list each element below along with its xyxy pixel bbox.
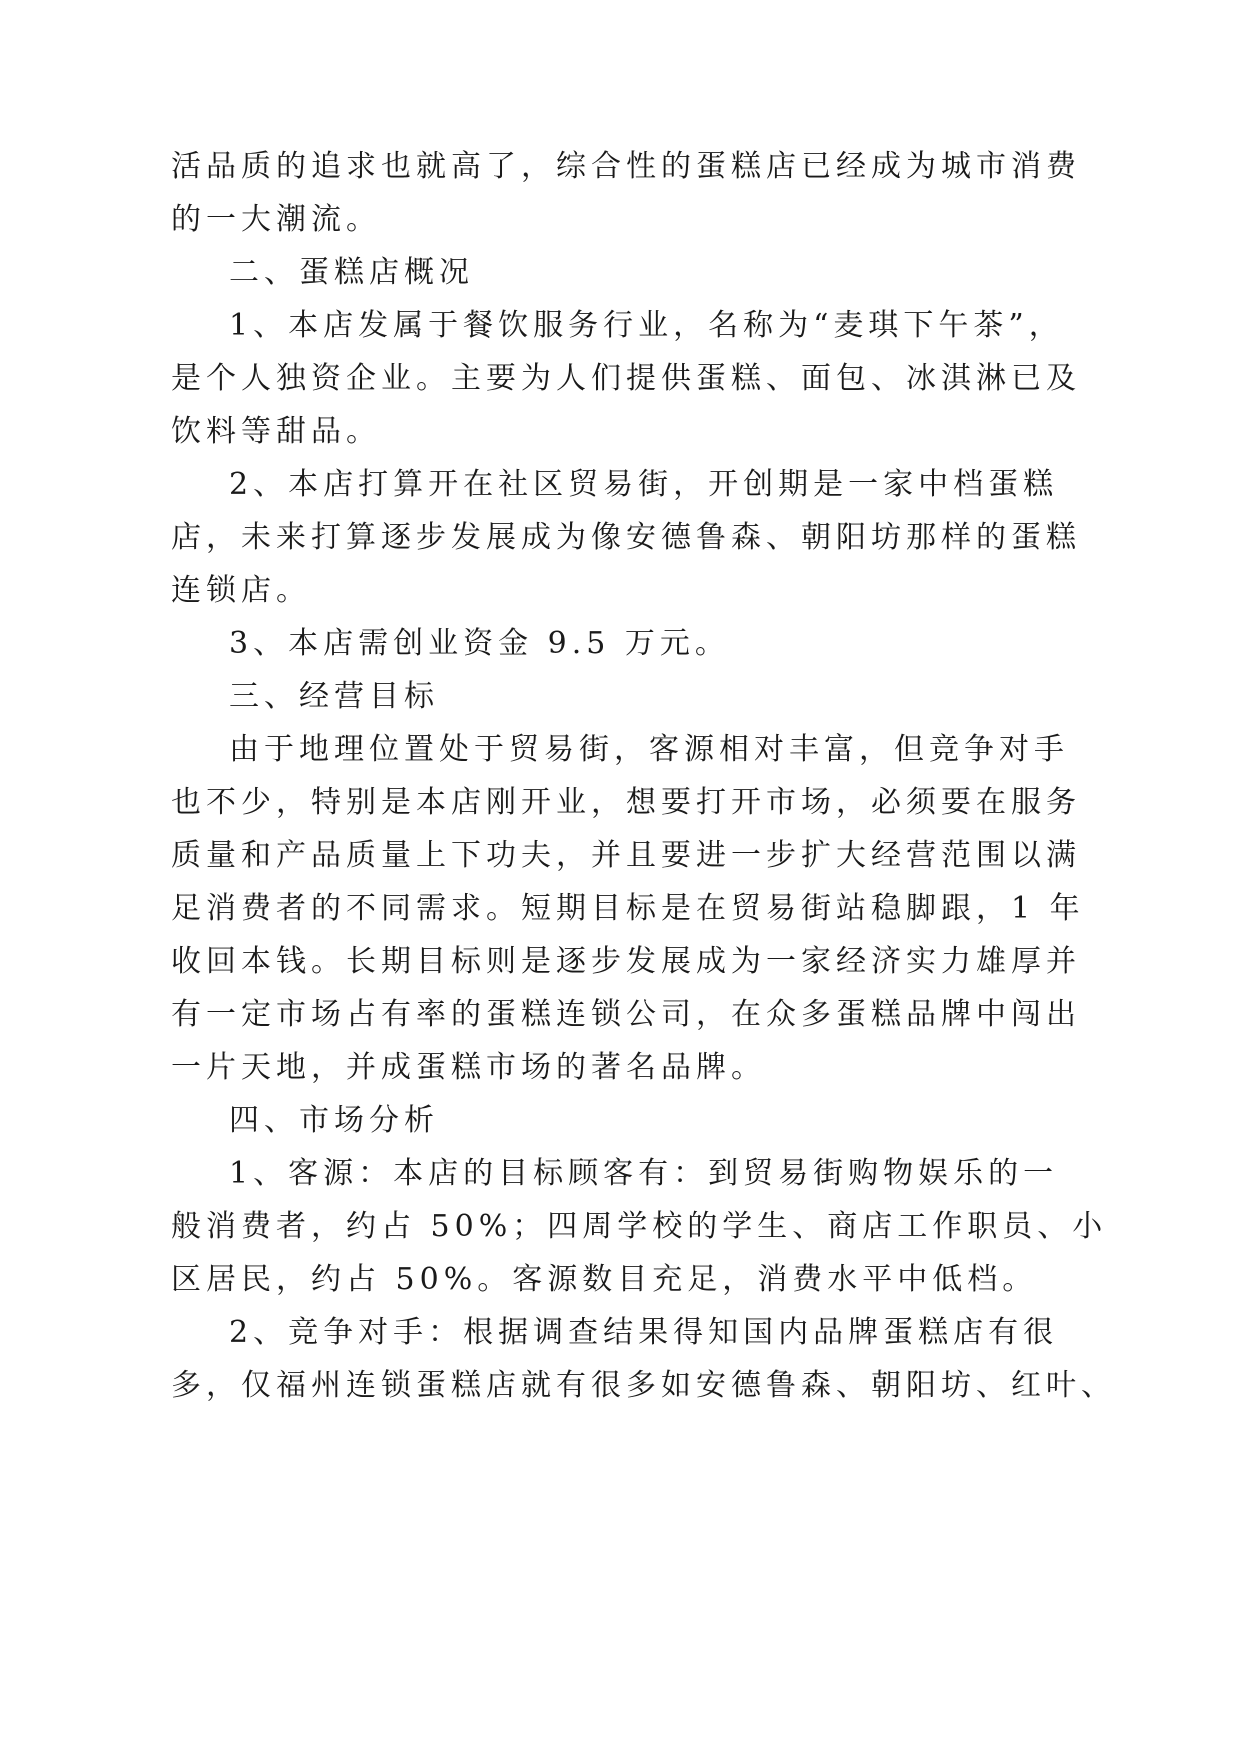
text-line: 的一大潮流。 xyxy=(171,202,381,237)
text-line: 足消费者的不同需求。短期目标是在贸易街站稳脚跟，1 年 xyxy=(171,891,1085,926)
text-line: 1、客源：本店的目标顾客有：到贸易街购物娱乐的一 xyxy=(229,1156,1059,1191)
text-line: 是个人独资企业。主要为人们提供蛋糕、面包、冰淇淋已及 xyxy=(171,361,1081,396)
section-heading: 四、市场分析 xyxy=(229,1103,439,1138)
text-line: 有一定市场占有率的蛋糕连锁公司，在众多蛋糕品牌中闯出 xyxy=(171,997,1081,1032)
text-line: 般消费者，约占 50%；四周学校的学生、商店工作职员、小 xyxy=(171,1209,1108,1244)
text-line: 店，未来打算逐步发展成为像安德鲁森、朝阳坊那样的蛋糕 xyxy=(171,520,1081,555)
section-heading: 三、经营目标 xyxy=(229,679,439,714)
section-heading: 二、蛋糕店概况 xyxy=(229,255,474,290)
text-line: 连锁店。 xyxy=(171,573,311,608)
text-line: 收回本钱。长期目标则是逐步发展成为一家经济实力雄厚并 xyxy=(171,944,1081,979)
text-line: 活品质的追求也就高了，综合性的蛋糕店已经成为城市消费 xyxy=(171,149,1081,184)
text-line: 3、本店需创业资金 9.5 万元。 xyxy=(229,626,730,661)
text-line: 一片天地，并成蛋糕市场的著名品牌。 xyxy=(171,1050,766,1085)
text-line: 质量和产品质量上下功夫，并且要进一步扩大经营范围以满 xyxy=(171,838,1081,873)
text-line: 2、竞争对手：根据调查结果得知国内品牌蛋糕店有很 xyxy=(229,1315,1059,1350)
text-line: 多，仅福州连锁蛋糕店就有很多如安德鲁森、朝阳坊、红叶、 xyxy=(171,1368,1116,1403)
text-line: 也不少，特别是本店刚开业，想要打开市场，必须要在服务 xyxy=(171,785,1081,820)
text-line: 区居民，约占 50%。客源数目充足，消费水平中低档。 xyxy=(171,1262,1038,1297)
text-line: 2、本店打算开在社区贸易街，开创期是一家中档蛋糕 xyxy=(229,467,1059,502)
text-line: 饮料等甜品。 xyxy=(171,414,381,449)
text-line: 由于地理位置处于贸易街，客源相对丰富，但竞争对手 xyxy=(229,732,1069,767)
text-line: 1、本店发属于餐饮服务行业，名称为“麦琪下午茶”， xyxy=(229,308,1064,343)
